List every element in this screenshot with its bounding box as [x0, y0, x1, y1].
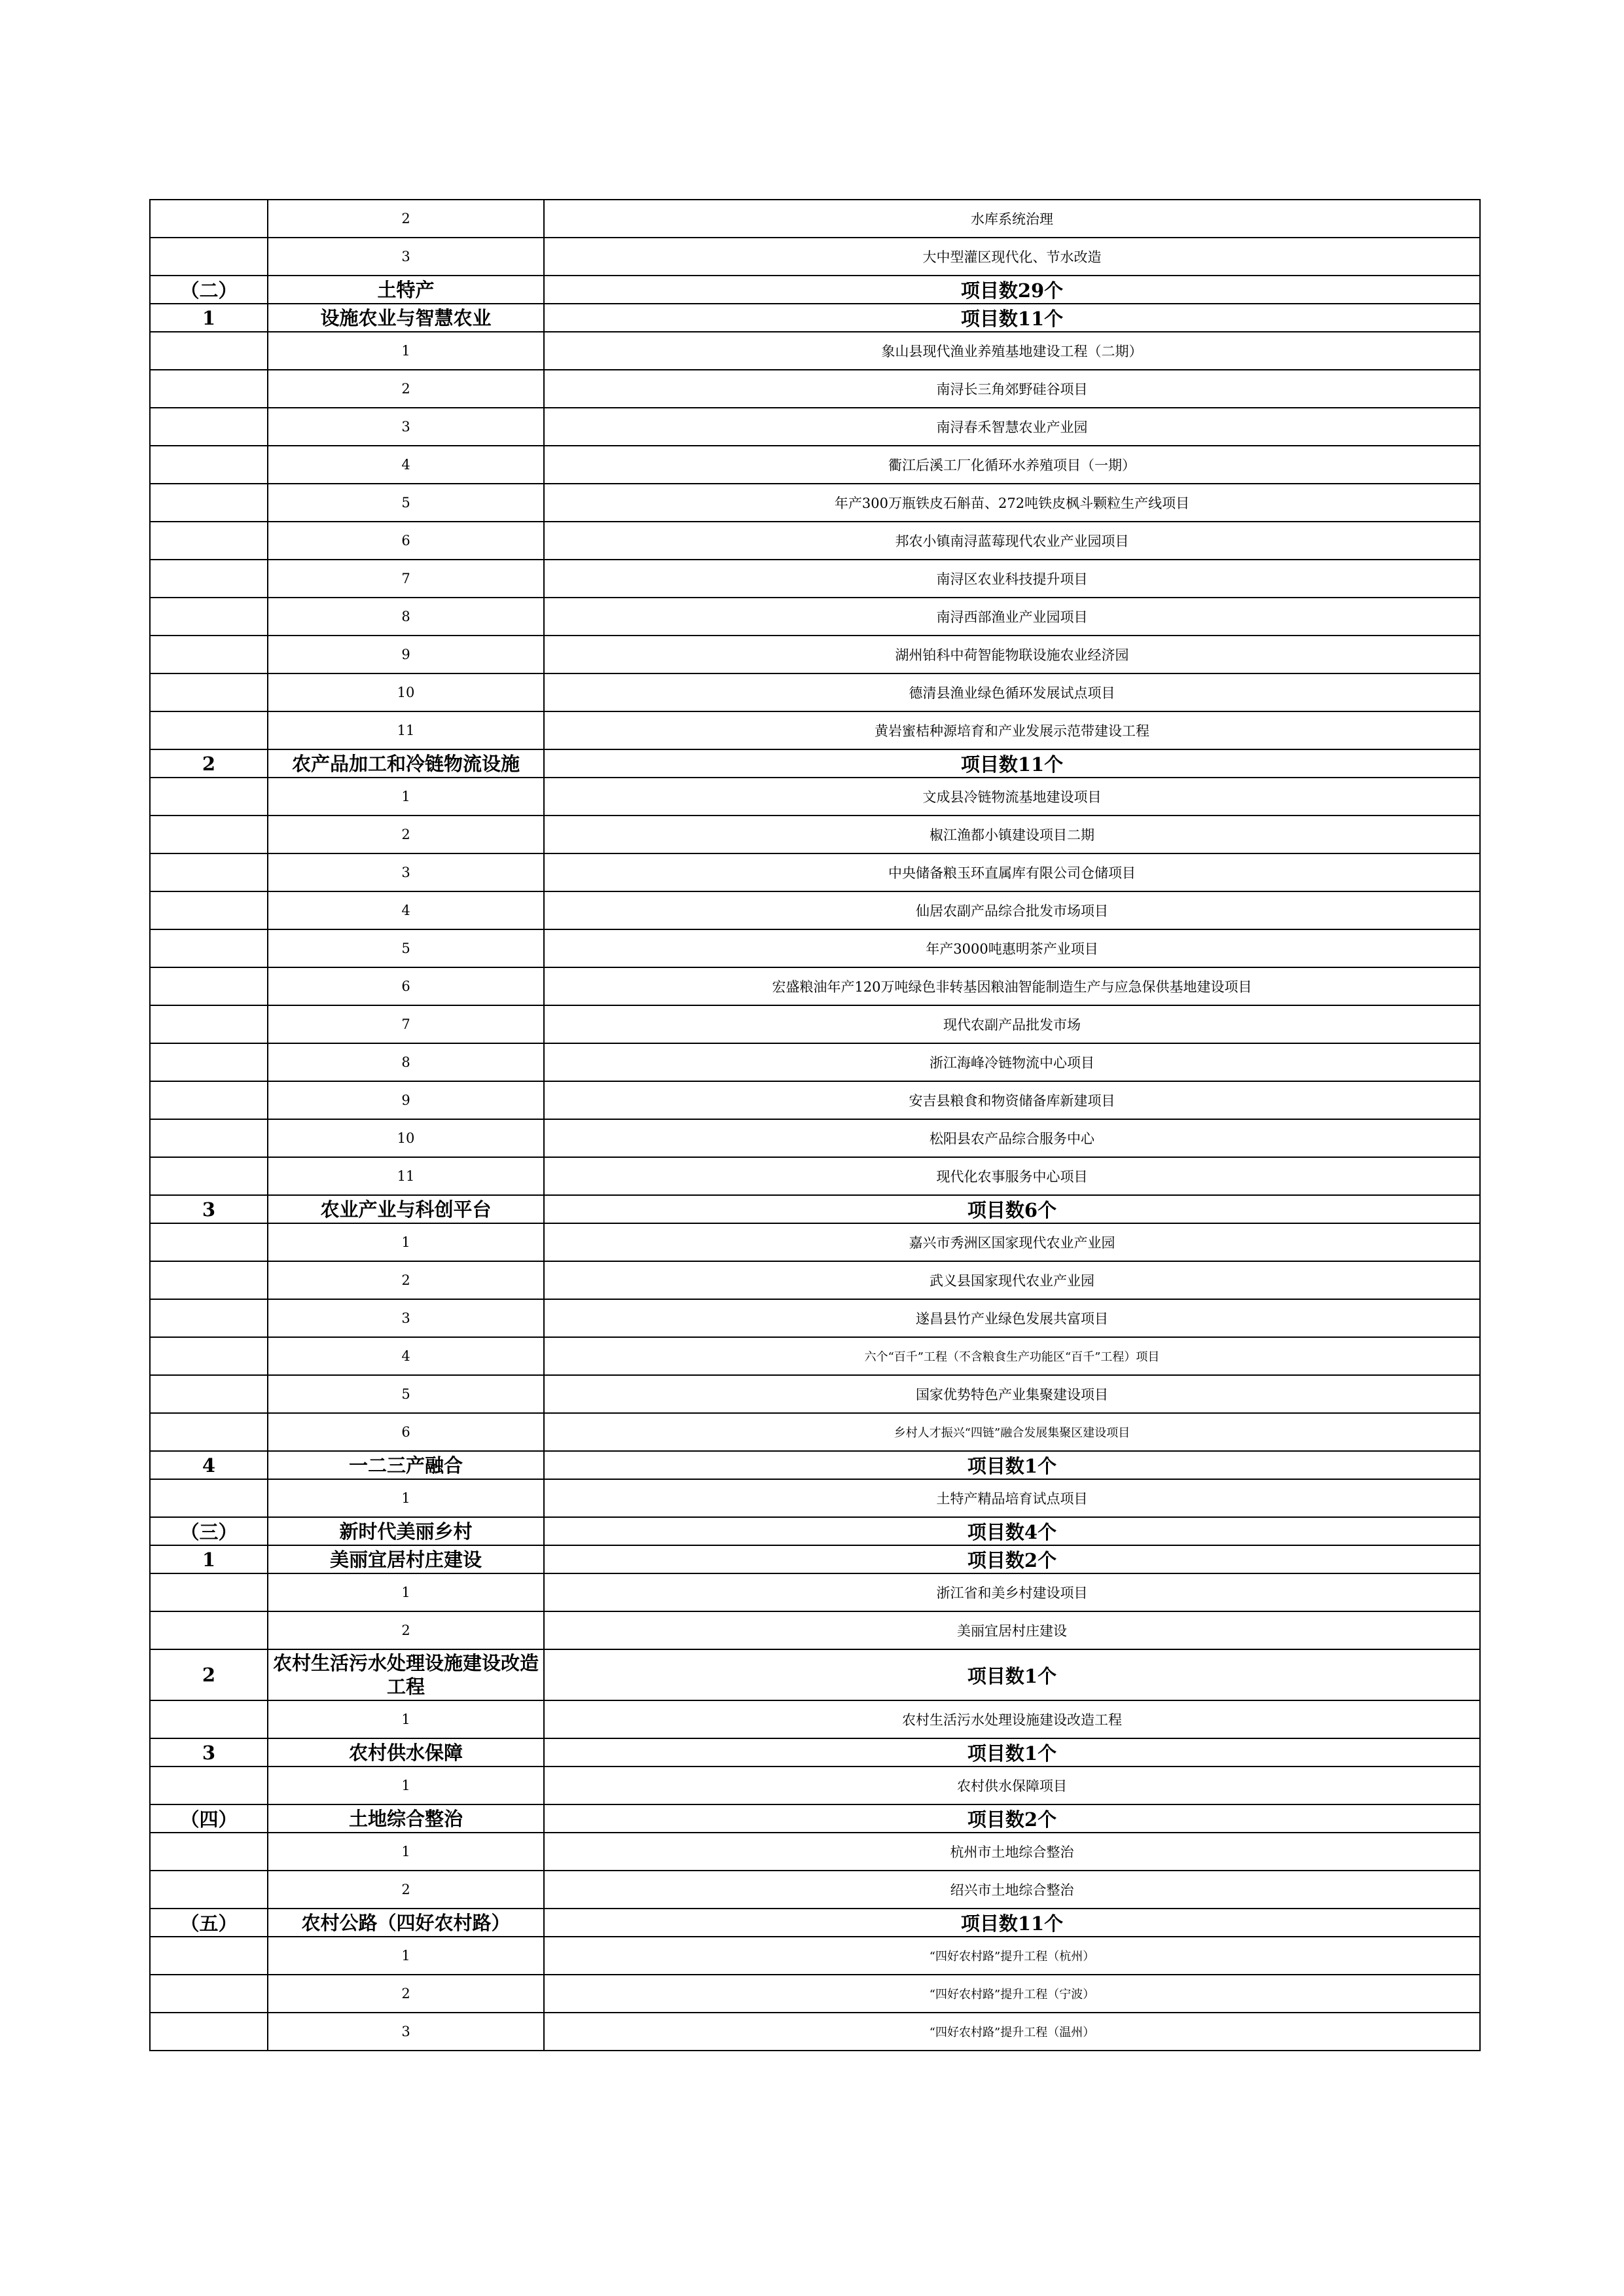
category-code-empty — [150, 1767, 268, 1804]
project-name: 武义县国家现代农业产业园 — [544, 1261, 1480, 1299]
category-code-empty — [150, 673, 268, 711]
category-code-empty — [150, 1700, 268, 1738]
project-row — [150, 238, 1480, 276]
category-code-empty — [150, 1043, 268, 1081]
category-code: 1 — [150, 1545, 268, 1573]
project-row — [150, 1700, 1480, 1738]
project-number: 3 — [268, 408, 544, 446]
category-code-empty — [150, 1081, 268, 1119]
category-code-empty — [150, 1299, 268, 1337]
category-label: 新时代美丽乡村 — [268, 1517, 544, 1545]
project-row — [150, 1375, 1480, 1413]
category-label: 设施农业与智慧农业 — [268, 304, 544, 332]
project-name: 国家优势特色产业集聚建设项目 — [544, 1375, 1480, 1413]
category-code-empty — [150, 929, 268, 967]
project-row — [150, 446, 1480, 484]
category-code-empty — [150, 636, 268, 673]
project-row — [150, 332, 1480, 370]
category-code-empty — [150, 1573, 268, 1611]
project-count: 项目数29个 — [544, 276, 1480, 304]
project-number: 1 — [268, 332, 544, 370]
project-number: 3 — [268, 853, 544, 891]
project-row — [150, 1223, 1480, 1261]
project-number: 2 — [268, 1611, 544, 1649]
category-code: 2 — [150, 749, 268, 778]
category-code-empty — [150, 853, 268, 891]
project-number: 2 — [268, 1975, 544, 2013]
project-row — [150, 1337, 1480, 1375]
project-row — [150, 1833, 1480, 1871]
project-name: 中央储备粮玉环直属库有限公司仓储项目 — [544, 853, 1480, 891]
project-number: 1 — [268, 778, 544, 816]
category-code-empty — [150, 1937, 268, 1975]
category-code-empty — [150, 560, 268, 598]
category-label: 农产品加工和冷链物流设施 — [268, 749, 544, 778]
category-code-empty — [150, 1833, 268, 1871]
project-number: 6 — [268, 967, 544, 1005]
project-name: 乡村人才振兴“四链”融合发展集聚区建设项目 — [544, 1413, 1480, 1451]
project-name: 现代农副产品批发市场 — [544, 1005, 1480, 1043]
project-number: 1 — [268, 1833, 544, 1871]
project-name: 杭州市土地综合整治 — [544, 1833, 1480, 1871]
category-label: 农村公路（四好农村路） — [268, 1909, 544, 1937]
category-code: （二） — [150, 276, 268, 304]
category-header-row — [150, 749, 1480, 778]
project-number: 4 — [268, 446, 544, 484]
project-row — [150, 370, 1480, 408]
project-count: 项目数11个 — [544, 304, 1480, 332]
project-count: 项目数6个 — [544, 1195, 1480, 1223]
project-name: 松阳县农产品综合服务中心 — [544, 1119, 1480, 1157]
project-number: 1 — [268, 1479, 544, 1517]
project-name: 浙江省和美乡村建设项目 — [544, 1573, 1480, 1611]
category-label: 农村供水保障 — [268, 1738, 544, 1767]
project-row — [150, 1767, 1480, 1804]
category-code-empty — [150, 200, 268, 238]
project-name: 土特产精品培育试点项目 — [544, 1479, 1480, 1517]
project-row — [150, 1081, 1480, 1119]
project-name: 大中型灌区现代化、节水改造 — [544, 238, 1480, 276]
project-row — [150, 778, 1480, 816]
project-row — [150, 2013, 1480, 2051]
project-name: 现代化农事服务中心项目 — [544, 1157, 1480, 1195]
category-code: 4 — [150, 1451, 268, 1479]
project-row — [150, 1005, 1480, 1043]
category-code-empty — [150, 1119, 268, 1157]
category-code: （五） — [150, 1909, 268, 1937]
project-number: 7 — [268, 1005, 544, 1043]
category-code-empty — [150, 2013, 268, 2051]
category-code: （三） — [150, 1517, 268, 1545]
project-row — [150, 200, 1480, 238]
project-number: 7 — [268, 560, 544, 598]
category-code-empty — [150, 238, 268, 276]
project-name: “四好农村路”提升工程（温州） — [544, 2013, 1480, 2051]
category-code-empty — [150, 816, 268, 853]
project-count: 项目数2个 — [544, 1545, 1480, 1573]
project-number: 1 — [268, 1937, 544, 1975]
project-row — [150, 1261, 1480, 1299]
category-label: 土地综合整治 — [268, 1804, 544, 1833]
project-count: 项目数11个 — [544, 1909, 1480, 1937]
category-code-empty — [150, 1157, 268, 1195]
project-name: 象山县现代渔业养殖基地建设工程（二期） — [544, 332, 1480, 370]
category-code: （四） — [150, 1804, 268, 1833]
category-label: 一二三产融合 — [268, 1451, 544, 1479]
category-header-row — [150, 1738, 1480, 1767]
category-header-row — [150, 1909, 1480, 1937]
project-number: 1 — [268, 1223, 544, 1261]
category-code-empty — [150, 522, 268, 560]
project-row — [150, 408, 1480, 446]
project-row — [150, 1611, 1480, 1649]
project-number: 3 — [268, 1299, 544, 1337]
project-name: 南浔区农业科技提升项目 — [544, 560, 1480, 598]
category-label: 土特产 — [268, 276, 544, 304]
project-name: 农村生活污水处理设施建设改造工程 — [544, 1700, 1480, 1738]
category-header-row — [150, 1451, 1480, 1479]
project-count: 项目数1个 — [544, 1738, 1480, 1767]
project-number: 6 — [268, 1413, 544, 1451]
project-row — [150, 673, 1480, 711]
project-number: 1 — [268, 1767, 544, 1804]
project-row — [150, 1975, 1480, 2013]
category-code-empty — [150, 1375, 268, 1413]
category-label: 农业产业与科创平台 — [268, 1195, 544, 1223]
project-name: “四好农村路”提升工程（杭州） — [544, 1937, 1480, 1975]
project-count: 项目数1个 — [544, 1451, 1480, 1479]
project-name: 椒江渔都小镇建设项目二期 — [544, 816, 1480, 853]
project-row — [150, 1479, 1480, 1517]
project-count: 项目数2个 — [544, 1804, 1480, 1833]
category-label: 美丽宜居村庄建设 — [268, 1545, 544, 1573]
project-number: 6 — [268, 522, 544, 560]
category-code-empty — [150, 370, 268, 408]
project-row — [150, 1299, 1480, 1337]
project-table-sheet — [149, 199, 1479, 2051]
project-number: 3 — [268, 238, 544, 276]
project-name: 南浔春禾智慧农业产业园 — [544, 408, 1480, 446]
project-number: 10 — [268, 673, 544, 711]
project-count: 项目数4个 — [544, 1517, 1480, 1545]
project-number: 11 — [268, 711, 544, 749]
category-label: 农村生活污水处理设施建设改造工程 — [268, 1649, 544, 1700]
project-row — [150, 816, 1480, 853]
project-row — [150, 1157, 1480, 1195]
project-name: 绍兴市土地综合整治 — [544, 1871, 1480, 1909]
project-row — [150, 929, 1480, 967]
project-number: 2 — [268, 816, 544, 853]
category-code-empty — [150, 711, 268, 749]
category-header-row — [150, 1804, 1480, 1833]
category-code-empty — [150, 332, 268, 370]
project-number: 9 — [268, 636, 544, 673]
project-row — [150, 1043, 1480, 1081]
project-row — [150, 853, 1480, 891]
project-number: 4 — [268, 891, 544, 929]
category-header-row — [150, 1649, 1480, 1700]
category-code-empty — [150, 1005, 268, 1043]
project-name: 嘉兴市秀洲区国家现代农业产业园 — [544, 1223, 1480, 1261]
category-code-empty — [150, 1223, 268, 1261]
category-code-empty — [150, 1611, 268, 1649]
project-number: 3 — [268, 2013, 544, 2051]
project-row — [150, 711, 1480, 749]
project-name: 美丽宜居村庄建设 — [544, 1611, 1480, 1649]
project-row — [150, 1413, 1480, 1451]
category-header-row — [150, 1195, 1480, 1223]
project-name: 水库系统治理 — [544, 200, 1480, 238]
category-code-empty — [150, 891, 268, 929]
project-name: 年产3000吨惠明茶产业项目 — [544, 929, 1480, 967]
category-code-empty — [150, 1975, 268, 2013]
project-number: 4 — [268, 1337, 544, 1375]
category-code-empty — [150, 1871, 268, 1909]
project-name: 农村供水保障项目 — [544, 1767, 1480, 1804]
project-number: 8 — [268, 1043, 544, 1081]
project-number: 8 — [268, 598, 544, 636]
project-name: 安吉县粮食和物资储备库新建项目 — [544, 1081, 1480, 1119]
project-name: 遂昌县竹产业绿色发展共富项目 — [544, 1299, 1480, 1337]
project-row — [150, 1573, 1480, 1611]
project-row — [150, 598, 1480, 636]
category-code-empty — [150, 1413, 268, 1451]
project-number: 5 — [268, 929, 544, 967]
project-table-body — [150, 200, 1480, 2051]
category-header-row — [150, 304, 1480, 332]
project-name: “四好农村路”提升工程（宁波） — [544, 1975, 1480, 2013]
project-number: 5 — [268, 484, 544, 522]
category-code-empty — [150, 1479, 268, 1517]
project-name: 宏盛粮油年产120万吨绿色非转基因粮油智能制造生产与应急保供基地建设项目 — [544, 967, 1480, 1005]
project-number: 1 — [268, 1573, 544, 1611]
project-name: 浙江海峰冷链物流中心项目 — [544, 1043, 1480, 1081]
project-row — [150, 522, 1480, 560]
category-code: 1 — [150, 304, 268, 332]
project-table — [149, 199, 1481, 2051]
project-row — [150, 967, 1480, 1005]
project-name: 六个“百千”工程（不含粮食生产功能区“百千”工程）项目 — [544, 1337, 1480, 1375]
project-number: 2 — [268, 200, 544, 238]
category-code-empty — [150, 598, 268, 636]
project-count: 项目数1个 — [544, 1649, 1480, 1700]
project-name: 黄岩蜜桔种源培育和产业发展示范带建设工程 — [544, 711, 1480, 749]
category-header-row — [150, 1545, 1480, 1573]
project-row — [150, 891, 1480, 929]
project-name: 仙居农副产品综合批发市场项目 — [544, 891, 1480, 929]
project-row — [150, 560, 1480, 598]
project-number: 9 — [268, 1081, 544, 1119]
project-name: 文成县冷链物流基地建设项目 — [544, 778, 1480, 816]
project-count: 项目数11个 — [544, 749, 1480, 778]
category-code-empty — [150, 967, 268, 1005]
category-code-empty — [150, 778, 268, 816]
project-number: 11 — [268, 1157, 544, 1195]
project-name: 南浔西部渔业产业园项目 — [544, 598, 1480, 636]
category-code-empty — [150, 446, 268, 484]
category-header-row — [150, 276, 1480, 304]
project-row — [150, 1937, 1480, 1975]
project-name: 德清县渔业绿色循环发展试点项目 — [544, 673, 1480, 711]
project-row — [150, 1871, 1480, 1909]
project-number: 2 — [268, 1871, 544, 1909]
project-name: 衢江后溪工厂化循环水养殖项目（一期） — [544, 446, 1480, 484]
category-header-row — [150, 1517, 1480, 1545]
project-name: 南浔长三角郊野硅谷项目 — [544, 370, 1480, 408]
category-code-empty — [150, 408, 268, 446]
category-code: 2 — [150, 1649, 268, 1700]
project-name: 邦农小镇南浔蓝莓现代农业产业园项目 — [544, 522, 1480, 560]
project-number: 2 — [268, 1261, 544, 1299]
project-number: 2 — [268, 370, 544, 408]
project-row — [150, 1119, 1480, 1157]
project-row — [150, 636, 1480, 673]
project-number: 1 — [268, 1700, 544, 1738]
project-number: 5 — [268, 1375, 544, 1413]
category-code-empty — [150, 484, 268, 522]
project-name: 年产300万瓶铁皮石斛苗、272吨铁皮枫斗颗粒生产线项目 — [544, 484, 1480, 522]
category-code: 3 — [150, 1195, 268, 1223]
category-code-empty — [150, 1337, 268, 1375]
project-name: 湖州铂科中荷智能物联设施农业经济园 — [544, 636, 1480, 673]
category-code-empty — [150, 1261, 268, 1299]
category-code: 3 — [150, 1738, 268, 1767]
project-number: 10 — [268, 1119, 544, 1157]
project-row — [150, 484, 1480, 522]
